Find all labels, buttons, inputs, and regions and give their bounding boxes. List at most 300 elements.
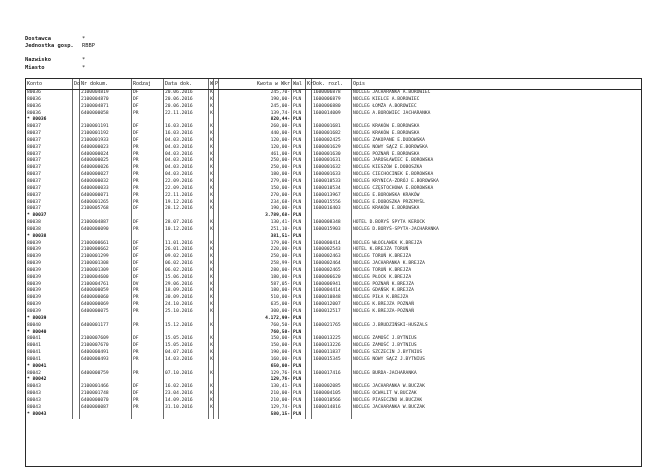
cell-rd: DV [132, 282, 164, 289]
cell-k: 80037 [26, 179, 73, 186]
cell-dt [164, 213, 209, 220]
cell-kw: 150,00- [219, 186, 292, 193]
cell-wal: PLN [292, 336, 306, 343]
table-row [26, 179, 641, 186]
cell-dt: 22.11.2016 [164, 193, 209, 200]
cell-k: 80036 [26, 90, 73, 97]
cell-nr: 2100001309 [80, 268, 132, 275]
cell-kw: 580,15- [219, 412, 292, 419]
cell-nr: 2100004819 [80, 90, 132, 97]
table-row [26, 323, 641, 330]
cell-wal: PLN [292, 179, 306, 186]
cell-opis: NOCLEG POZNAŃ E.BOROWSKA [353, 151, 420, 157]
cell-k: 80039 [26, 302, 73, 309]
cell-opis: NOCLEG ŁOMŻA A.BOROWIEC [353, 103, 417, 109]
cell-rd: DF [132, 104, 164, 111]
cell-k: 80037 [26, 145, 73, 152]
cell-kw: 210,00- [219, 391, 292, 398]
cell-nr: 6400000070 [80, 398, 132, 405]
cell-rozl [312, 364, 352, 371]
cell-rozl: 1600006880 [312, 104, 352, 111]
unit-row [25, 43, 95, 50]
cell-opis: NOCLEG PŁOCK K.BREJZA [353, 274, 412, 280]
cell-rozl: 1600012517 [312, 309, 352, 316]
cell-rozl: 1600016403 [312, 206, 352, 213]
col-wal: Wal [292, 79, 306, 89]
cell-k: 80037 [26, 152, 73, 159]
cell-w: K [210, 391, 213, 397]
city-value: * [82, 64, 86, 71]
cell-do [73, 90, 80, 97]
cell-k: * 80038 [26, 234, 73, 241]
cell-wal: PLN [292, 343, 306, 350]
cell-wal: PLN [292, 124, 306, 131]
cell-opis: NOCLEG KRAKÓW E.BOROWSKA [353, 124, 420, 130]
cell-rozl: 1600001682 [312, 131, 352, 138]
cell-rozl: 1600010566 [312, 398, 352, 405]
cell-wal: PLN [292, 138, 306, 145]
cell-w: K [210, 404, 213, 410]
cell-w: K [210, 261, 213, 267]
cell-dt: 04.03.2016 [164, 158, 209, 165]
cell-nr: 2100001299 [80, 254, 132, 261]
cell-dt [164, 364, 209, 371]
cell-rozl: 1600014816 [312, 405, 352, 412]
cell-kw: 587,05- [219, 282, 292, 289]
cell-w: K [210, 254, 213, 260]
table-row [26, 302, 641, 309]
cell-wal: PLN [292, 261, 306, 268]
cell-w: K [210, 158, 213, 164]
cell-do [73, 384, 80, 391]
cell-rd: DF [132, 247, 164, 254]
cell-k: 80043 [26, 405, 73, 412]
cell-rozl: 1600000414 [312, 241, 352, 248]
cell-dt: 25.10.2016 [164, 309, 209, 316]
cell-nr: 2100000662 [80, 247, 132, 254]
cell-rd: PR [132, 295, 164, 302]
cell-kw: 635,00- [219, 302, 292, 309]
cell-wal: PLN [292, 186, 306, 193]
cell-kw: 180,00- [219, 288, 292, 295]
cell-w: K [210, 165, 213, 171]
cell-rozl: 1600002464 [312, 261, 352, 268]
cell-kw: 180,00- [219, 275, 292, 282]
cell-rd: DF [132, 254, 164, 261]
cell-rd: DF [132, 97, 164, 104]
cell-k: * 80040 [26, 330, 73, 337]
cell-nr: 6400000087 [80, 405, 132, 412]
cell-rd [132, 213, 164, 220]
cell-w: K [210, 397, 213, 403]
cell-kw: 381,51- [219, 234, 292, 241]
cell-kw: 760,50- [219, 330, 292, 337]
table-row [26, 90, 641, 97]
cell-rozl: 1600006878 [312, 90, 352, 97]
cell-dt: 15.05.2016 [164, 343, 209, 350]
cell-w: K [210, 288, 213, 294]
cell-do [73, 234, 80, 241]
cell-opis [352, 412, 641, 419]
cell-nr: 2100007670 [80, 343, 132, 350]
cell-nr [80, 213, 132, 220]
cell-rd: PR [132, 165, 164, 172]
cell-nr: 6400000023 [80, 145, 132, 152]
cell-nr [80, 364, 132, 371]
cell-dt: 19.12.2016 [164, 200, 209, 207]
cell-dt: 16.03.2016 [164, 124, 209, 131]
cell-rozl: 1600011837 [312, 350, 352, 357]
cell-dt: 22.09.2016 [164, 179, 209, 186]
cell-rd: PR [132, 193, 164, 200]
cell-k: 80037 [26, 186, 73, 193]
cell-w: K [210, 151, 213, 157]
cell-kw: 279,00- [219, 179, 292, 186]
cell-nr [80, 412, 132, 419]
cell-opis: NOCLEG E.DOBOSZKA PRZEMYŚL [353, 199, 425, 205]
cell-do [73, 371, 80, 378]
cell-rozl: 1600001630 [312, 152, 352, 159]
cell-k: 80037 [26, 158, 73, 165]
cell-rozl: 1600002085 [312, 384, 352, 391]
table-header [26, 79, 641, 90]
cell-rd: PR [132, 145, 164, 152]
cell-k: 80041 [26, 357, 73, 364]
table-row [26, 371, 641, 378]
cell-wal: PLN [292, 234, 306, 241]
cell-k: * 80041 [26, 364, 73, 371]
cell-k: * 80037 [26, 213, 73, 220]
cell-k: 80039 [26, 295, 73, 302]
cell-w: K [210, 137, 213, 143]
cell-do [73, 124, 80, 131]
cell-kw: 190,00- [219, 350, 292, 357]
cell-opis: NOCLEG PIASECZNO W.BUCZAK [353, 397, 423, 403]
cell-dt: 06.02.2016 [164, 268, 209, 275]
cell-dt: 15.12.2016 [164, 323, 209, 330]
cell-wal: PLN [292, 152, 306, 159]
cell-do [73, 111, 80, 118]
cell-rd: PR [132, 398, 164, 405]
cell-kw: 650,00- [219, 364, 292, 371]
cell-opis [352, 364, 641, 371]
cell-rd: DF [132, 124, 164, 131]
subtotal-row [26, 234, 641, 241]
cell-do [73, 391, 80, 398]
cell-nr: 6400000071 [80, 193, 132, 200]
cell-rd: DF [132, 268, 164, 275]
table-row [26, 261, 641, 268]
cell-wal: PLN [292, 364, 306, 371]
cell-nr: 6400000033 [80, 186, 132, 193]
cell-nr: 6400000025 [80, 158, 132, 165]
cell-do [73, 158, 80, 165]
cell-rd [132, 234, 164, 241]
cell-rozl: 1600002425 [312, 138, 352, 145]
cell-kw: 190,00- [219, 97, 292, 104]
cell-k: 80038 [26, 220, 73, 227]
cell-opis: NOCLEG A.BOROWIEC JACHARANKA [353, 110, 431, 116]
cell-kw: 220,00- [219, 247, 292, 254]
table-row [26, 227, 641, 234]
cell-k: 80037 [26, 124, 73, 131]
cell-do [73, 309, 80, 316]
cell-wal: PLN [292, 405, 306, 412]
cell-opis: NOCLEG NOWY SĄCZ J.BYTNIUS [353, 356, 425, 362]
cell-opis: NOCLEG K.BREJZA-POZNAŃ [353, 309, 414, 314]
cell-do [73, 288, 80, 295]
cell-nr: 2100000661 [80, 241, 132, 248]
surname-row [25, 57, 95, 64]
cell-w: K [210, 199, 213, 205]
table-row [26, 268, 641, 275]
cell-rd: DF [132, 391, 164, 398]
cell-do [73, 152, 80, 159]
cell-wal: PLN [292, 330, 306, 337]
cell-w: K [210, 220, 213, 226]
cell-do [73, 131, 80, 138]
cell-rozl [312, 316, 352, 323]
cell-nr: 6400000759 [80, 371, 132, 378]
cell-do [73, 330, 80, 337]
table-row [26, 220, 641, 227]
cell-kw: 190,00- [219, 206, 292, 213]
table-row [26, 350, 641, 357]
cell-w: K [210, 350, 213, 356]
cell-do [73, 213, 80, 220]
cell-do [73, 343, 80, 350]
cell-dt: 09.02.2016 [164, 254, 209, 261]
cell-wal: PLN [292, 117, 306, 124]
cell-nr: 2100007609 [80, 336, 132, 343]
cell-do [73, 398, 80, 405]
cell-k: 80037 [26, 200, 73, 207]
cell-do [73, 323, 80, 330]
cell-opis: NOCLEG ZAKOPANE E.DUDOWSKA [353, 137, 425, 143]
cell-nr: 2100001933 [80, 138, 132, 145]
subtotal-row [26, 412, 641, 419]
cell-k: * 80039 [26, 316, 73, 323]
cell-k: 80039 [26, 268, 73, 275]
cell-k: 80037 [26, 206, 73, 213]
cell-kw: 250,00- [219, 254, 292, 261]
cell-do [73, 377, 80, 384]
cell-nr: 2100004887 [80, 220, 132, 227]
cell-do [73, 336, 80, 343]
cell-rd: PR [132, 405, 164, 412]
cell-rd: DF [132, 138, 164, 145]
cell-do [73, 241, 80, 248]
cell-w: K [210, 370, 213, 376]
cell-do [73, 172, 80, 179]
surname-value: * [82, 57, 86, 64]
cell-nr: 2100001192 [80, 131, 132, 138]
cell-k: 80037 [26, 131, 73, 138]
city-row [25, 65, 95, 72]
cell-opis: NOCLEG SZCZECIN J.BYTNIUS [353, 350, 423, 356]
cell-wal: PLN [292, 165, 306, 172]
cell-wal: PLN [292, 145, 306, 152]
cell-nr: 2100004870 [80, 97, 132, 104]
cell-do [73, 268, 80, 275]
cell-kw: 440,00- [219, 131, 292, 138]
cell-rd: PR [132, 158, 164, 165]
cell-wal: PLN [292, 213, 306, 220]
table-body [26, 90, 641, 419]
cell-wal: PLN [292, 220, 306, 227]
cell-rd: DF [132, 384, 164, 391]
col-dok-rozl: Dok. rozl. [312, 79, 352, 89]
cell-rd: DF [132, 220, 164, 227]
cell-w: K [210, 281, 213, 287]
cell-k: 80036 [26, 111, 73, 118]
cell-wal: PLN [292, 193, 306, 200]
cell-w: K [210, 267, 213, 273]
cell-dt: 15.06.2016 [164, 275, 209, 282]
cell-rd: PR [132, 350, 164, 357]
cell-opis: NOCLEG PIŁA K.BREJZA [353, 295, 409, 301]
cell-do [73, 275, 80, 282]
cell-kw: 139,74- [219, 111, 292, 118]
cell-rozl: 1600015345 [312, 357, 352, 364]
cell-dt: 31.10.2016 [164, 405, 209, 412]
cell-nr: 6400001177 [80, 323, 132, 330]
col-kr: Kr [307, 81, 314, 87]
cell-rd: PR [132, 323, 164, 330]
cell-kw: 129,76- [219, 371, 292, 378]
cell-kw: 820,44- [219, 117, 292, 124]
cell-do [73, 261, 80, 268]
table-row [26, 391, 641, 398]
cell-rd: DF [132, 241, 164, 248]
cell-dt: 20.06.2016 [164, 104, 209, 111]
cell-w: K [210, 247, 213, 253]
cell-dt: 23.04.2016 [164, 391, 209, 398]
col-do: Do [74, 81, 81, 87]
cell-dt: 06.02.2016 [164, 261, 209, 268]
supplier-label: Dostawca [25, 36, 51, 42]
cell-wal: PLN [292, 384, 306, 391]
ledger-table [25, 78, 642, 467]
subtotal-row [26, 316, 641, 323]
cell-k: 80039 [26, 247, 73, 254]
cell-kw: 120,00- [219, 145, 292, 152]
table-row [26, 193, 641, 200]
col-data-dok: Data dok. [164, 79, 209, 89]
cell-do [73, 200, 80, 207]
cell-dt: 20.06.2016 [164, 97, 209, 104]
cell-do [73, 412, 80, 419]
cell-opis: NOCLEG CIECHOCINEK E.BOROWSKA [353, 172, 434, 178]
cell-w: K [210, 226, 213, 232]
cell-wal: PLN [292, 200, 306, 207]
cell-rozl: 1600001631 [312, 158, 352, 165]
cell-nr: 6400000024 [80, 152, 132, 159]
cell-rozl: 1600015903 [312, 227, 352, 234]
cell-k: 80043 [26, 398, 73, 405]
cell-kw: 130,41- [219, 384, 292, 391]
cell-dt: 20.06.2016 [164, 90, 209, 97]
col-konto: Konto [26, 79, 73, 89]
cell-dt: 14.09.2016 [164, 398, 209, 405]
cell-wal: PLN [292, 302, 306, 309]
cell-k: 80039 [26, 261, 73, 268]
cell-do [73, 350, 80, 357]
cell-k: * 80042 [26, 377, 73, 384]
cell-rozl: 1600006941 [312, 282, 352, 289]
cell-rd [132, 364, 164, 371]
document-header [25, 36, 95, 72]
cell-opis: NOCLEG CZĘSTOCHOWA E.BOROWSKA [353, 185, 434, 191]
cell-kw: 129,76- [219, 377, 292, 384]
col-nr-dokum: Nr dokum. [80, 79, 132, 89]
cell-wal: PLN [292, 398, 306, 405]
cell-dt: 28.07.2016 [164, 220, 209, 227]
cell-dt [164, 316, 209, 323]
cell-kw: 461,00- [219, 152, 292, 159]
cell-do [73, 247, 80, 254]
cell-nr: 6400000491 [80, 350, 132, 357]
surname-label: Nazwisko [25, 57, 51, 64]
cell-w: K [210, 103, 213, 109]
cell-rd: PR [132, 152, 164, 159]
cell-k: 80039 [26, 241, 73, 248]
cell-dt: 11.01.2016 [164, 241, 209, 248]
cell-rozl: 1600001633 [312, 172, 352, 179]
cell-dt: 04.03.2016 [164, 152, 209, 159]
cell-w: K [210, 90, 213, 95]
cell-rd: DF [132, 206, 164, 213]
cell-do [73, 186, 80, 193]
cell-nr: 2100001308 [80, 261, 132, 268]
cell-nr: 6400000069 [80, 302, 132, 309]
cell-opis: NOCLEG GDAŃSK K.BREJZA [353, 288, 414, 294]
cell-nr: 6400000090 [80, 227, 132, 234]
col-w: W [210, 81, 214, 87]
cell-kw: 234,68- [219, 200, 292, 207]
cell-rd: DF [132, 131, 164, 138]
cell-nr: 6400001265 [80, 200, 132, 207]
table-row [26, 186, 641, 193]
cell-k: 80037 [26, 138, 73, 145]
cell-wal: PLN [292, 227, 306, 234]
col-p: P [215, 81, 219, 87]
cell-wal: PLN [292, 377, 306, 384]
cell-opis: NOCLEG POZNAŃ K.BREJZA [353, 281, 414, 287]
cell-rozl: 1600021765 [312, 323, 352, 330]
subtotal-row [26, 213, 641, 220]
cell-opis: HOTEL K.BREJZA TORUŃ [353, 247, 409, 253]
cell-rozl: 1600015556 [312, 200, 352, 207]
cell-dt: 16.02.2016 [164, 384, 209, 391]
cell-dt: 18.09.2016 [164, 288, 209, 295]
cell-wal: PLN [292, 295, 306, 302]
table-row [26, 357, 641, 364]
cell-kw: 250,00- [219, 165, 292, 172]
cell-rozl: 1600017416 [312, 371, 352, 378]
cell-wal: PLN [292, 309, 306, 316]
cell-k: 80042 [26, 371, 73, 378]
cell-do [73, 316, 80, 323]
cell-wal: PLN [292, 158, 306, 165]
cell-k: * 80036 [26, 117, 73, 124]
cell-rozl [312, 234, 352, 241]
cell-wal: PLN [292, 371, 306, 378]
cell-w: K [210, 384, 213, 390]
cell-wal: PLN [292, 97, 306, 104]
cell-k: 80043 [26, 391, 73, 398]
cell-rozl: 1600004414 [312, 288, 352, 295]
